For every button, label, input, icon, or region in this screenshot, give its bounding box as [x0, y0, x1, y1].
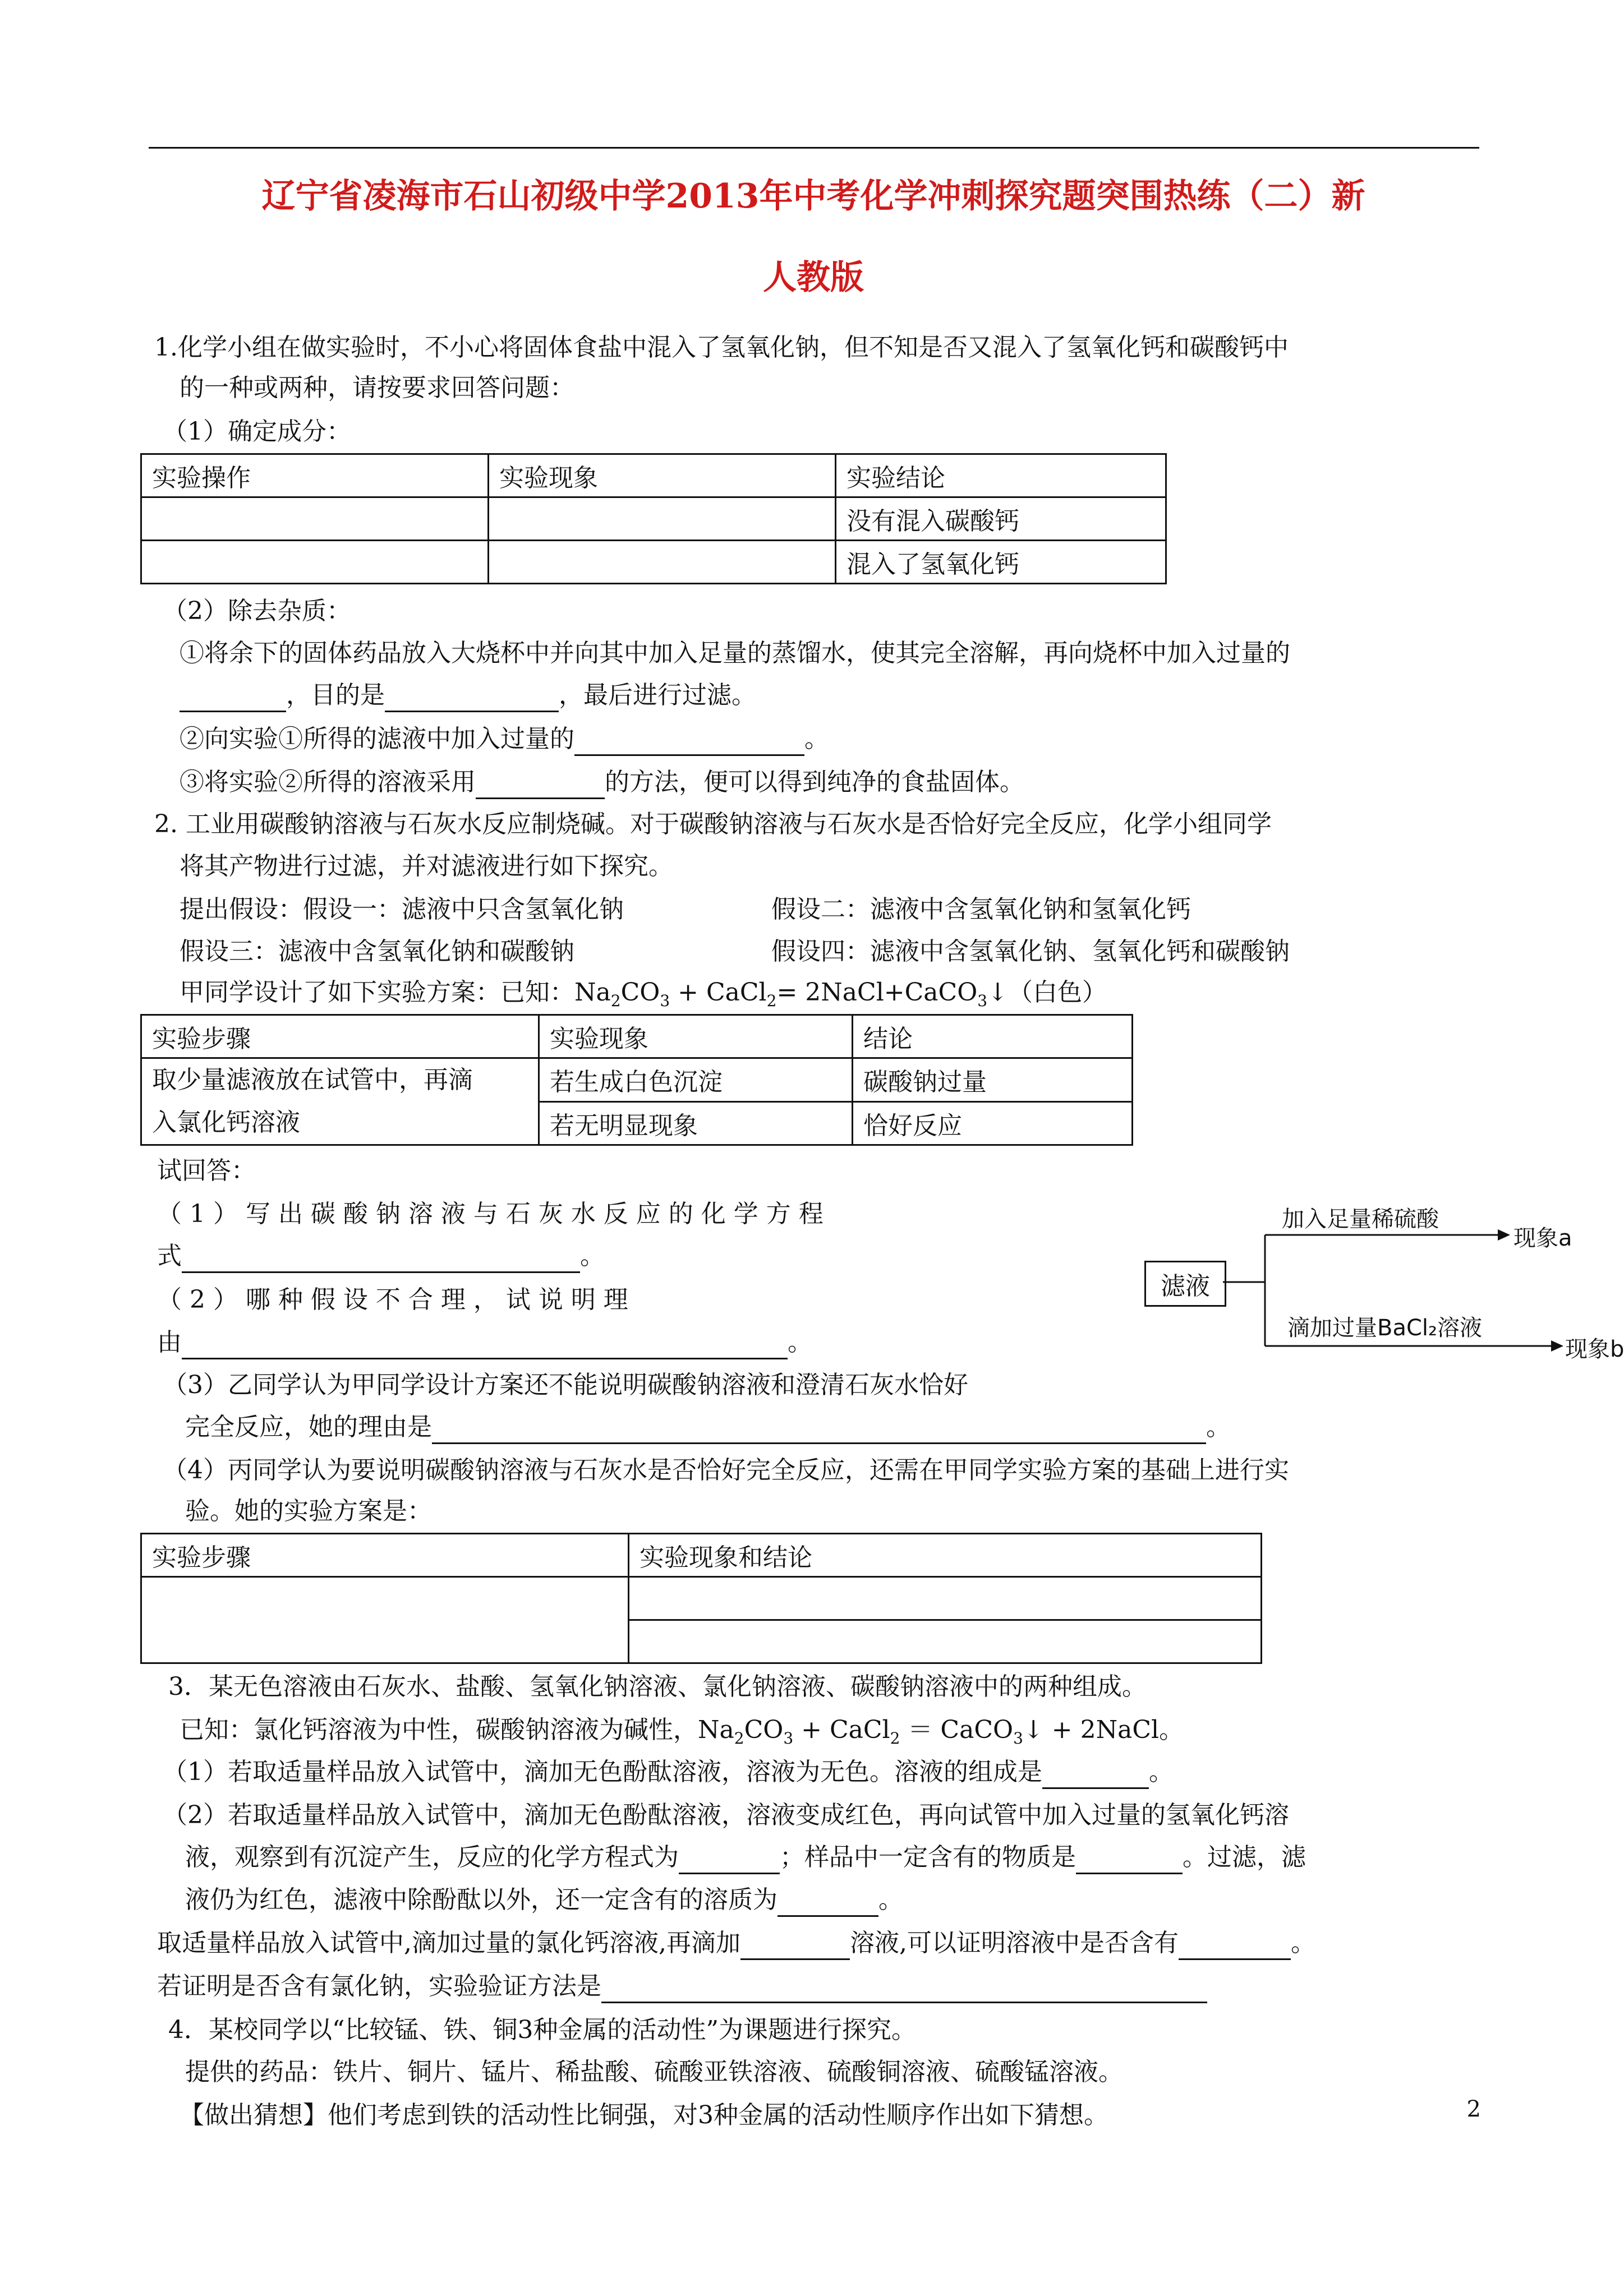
subscript: 3 — [660, 991, 670, 1010]
table-cell: 若无明显现象 — [539, 1101, 853, 1145]
text-fragment: 式 — [157, 1242, 182, 1270]
lower-branch-label: 滴加过量BaCl₂溶液 — [1287, 1315, 1483, 1341]
outcome-a-label: 现象a — [1513, 1225, 1572, 1251]
table-header-cell: 实验步骤 — [141, 1534, 629, 1577]
table-cell: 混入了氢氧化钙 — [836, 541, 1166, 584]
subscript: 3 — [977, 991, 988, 1010]
text-fragment: ②向实验①所得的滤液中加入过量的 — [180, 725, 574, 753]
answer-blank[interactable] — [574, 729, 804, 756]
text-fragment: 完全反应，她的理由是 — [185, 1413, 432, 1441]
table-cell[interactable] — [629, 1620, 1262, 1663]
upper-branch-label: 加入足量稀硫酸 — [1282, 1206, 1439, 1232]
subscript: 2 — [766, 991, 777, 1010]
table-cell[interactable] — [141, 1577, 629, 1663]
q1-step1-line1: ①将余下的固体药品放入大烧杯中并向其中加入足量的蒸馏水，使其完全溶解，再向烧杯中加入过量的 — [180, 639, 1290, 667]
table-header-cell: 实验步骤 — [141, 1015, 539, 1058]
text-fragment: CO — [620, 978, 660, 1007]
q1-step1-line2 — [180, 679, 756, 712]
text-fragment: 。 — [788, 1328, 812, 1357]
table-header-cell: 实验现象 — [539, 1015, 853, 1058]
table-header-cell: 实验操作 — [141, 454, 489, 497]
text-fragment: 。 — [1149, 1758, 1174, 1786]
table-header-row — [141, 1015, 1133, 1058]
q3-p2-line2 — [185, 1841, 1306, 1874]
q1-table — [140, 453, 1167, 584]
table-cell — [141, 1058, 539, 1145]
q3-p2-line3 — [185, 1883, 903, 1917]
table-row — [141, 1577, 1262, 1620]
q1-step3 — [180, 766, 1024, 799]
q3-p3 — [157, 1926, 1315, 1960]
answer-blank[interactable] — [182, 1246, 580, 1273]
q1-part2-label: （2）除去杂质： — [163, 597, 351, 625]
q3-p2-line1: （2）若取适量样品放入试管中，滴加无色酚酞溶液，溶液变成红色，再向试管中加入过量的氢氧化钙溶 — [163, 1801, 1289, 1829]
table-cell — [489, 497, 836, 541]
text-fragment: CO — [744, 1716, 784, 1744]
cell-line: 入氯化钙溶液 — [152, 1108, 300, 1137]
text-fragment: ③将实验②所得的溶液采用 — [180, 768, 476, 796]
q2-answer-label: 试回答： — [157, 1156, 256, 1185]
subscript: 2 — [610, 991, 621, 1010]
q2-a4-line1: （4）丙同学认为要说明碳酸钠溶液与石灰水是否恰好完全反应，还需在甲同学实验方案的基础上进行实 — [163, 1456, 1289, 1484]
table-cell — [141, 497, 489, 541]
text-fragment: 甲同学设计了如下实验方案：已知：Na — [180, 978, 611, 1007]
table-cell: 碳酸钠过量 — [853, 1058, 1133, 1102]
q2-a3-line2 — [185, 1410, 1231, 1444]
table-cell: 若生成白色沉淀 — [539, 1058, 853, 1102]
text-fragment: 。 — [580, 1242, 605, 1270]
table-cell — [141, 541, 489, 584]
document-title-line1: 辽宁省凌海市石山初级中学2013年中考化学冲刺探究题突围热练（二）新 — [261, 177, 1365, 216]
text-fragment: + CaCl — [793, 1716, 890, 1744]
text-fragment: （1）若取适量样品放入试管中，滴加无色酚酞溶液，溶液为无色。溶液的组成是 — [163, 1758, 1042, 1786]
answer-blank[interactable] — [740, 1933, 850, 1960]
text-fragment: 液仍为红色，滤液中除酚酞以外，还一定含有的溶质为 — [185, 1885, 778, 1914]
q2-a3-line1: （3）乙同学认为甲同学设计方案还不能说明碳酸钠溶液和澄清石灰水恰好 — [163, 1371, 968, 1399]
q4-drugs: 提供的药品：铁片、铜片、锰片、稀盐酸、硫酸亚铁溶液、硫酸铜溶液、硫酸锰溶液。 — [185, 2058, 1123, 2086]
text-fragment: 取适量样品放入试管中,滴加过量的氯化钙溶液,再滴加 — [157, 1929, 740, 1957]
q1-step2 — [180, 722, 829, 756]
text-fragment: 的方法，便可以得到纯净的食盐固体。 — [605, 768, 1024, 796]
q1-intro-line2: 的一种或两种，请按要求回答问题： — [180, 374, 574, 402]
text-fragment: = 2NaCl+CaCO — [776, 978, 978, 1007]
q3-p1 — [163, 1755, 1174, 1789]
answer-blank[interactable] — [385, 685, 559, 712]
q2-a4-line2: 验。她的实验方案是： — [185, 1497, 432, 1525]
q4-intro: 4．某校同学以“比较锰、铁、铜3种金属的活动性”为课题进行探究。 — [168, 2016, 916, 2044]
table-header-cell: 实验现象 — [489, 454, 836, 497]
text-fragment: 由 — [157, 1328, 182, 1357]
q4-guess: 【做出猜想】他们考虑到铁的活动性比铜强，对3种金属的活动性顺序作出如下猜想。 — [180, 2101, 1108, 2129]
q2-hypothesis-1: 提出假设：假设一：滤液中只含氢氧化钠 — [180, 895, 624, 924]
table-cell[interactable] — [629, 1577, 1262, 1620]
subscript: 3 — [1013, 1728, 1023, 1748]
text-fragment: ↓（白色） — [987, 978, 1107, 1007]
answer-blank[interactable] — [601, 1976, 1207, 2003]
answer-blank[interactable] — [182, 1332, 788, 1359]
answer-blank[interactable] — [1179, 1933, 1291, 1960]
document-title-line2: 人教版 — [763, 258, 864, 297]
q2-hypothesis-4: 假设四：滤液中含氢氧化钠、氢氧化钙和碳酸钠 — [771, 937, 1290, 966]
text-fragment: ＝ CaCO — [900, 1716, 1014, 1744]
text-fragment: ；样品中一定含有的物质是 — [780, 1843, 1076, 1871]
table-row — [141, 1058, 1133, 1102]
table-header-row — [141, 1534, 1262, 1577]
table-cell: 没有混入碳酸钙 — [836, 497, 1166, 541]
q2-a1-line1: （ 1 ） 写 出 碳 酸 钠 溶 液 与 石 灰 水 反 应 的 化 学 方 程 — [157, 1200, 823, 1228]
q2-a2-line2 — [157, 1326, 812, 1359]
text-fragment: + CaCl — [670, 978, 767, 1007]
subscript: 3 — [783, 1728, 794, 1748]
page-number: 2 — [1466, 2096, 1481, 2122]
q3-intro: 3．某无色溶液由石灰水、盐酸、氢氧化钠溶液、氯化钠溶液、碳酸钠溶液中的两种组成。 — [168, 1672, 1147, 1701]
q2-intro-line1: 2. 工业用碳酸钠溶液与石灰水反应制烧碱。对于碳酸钠溶液与石灰水是否恰好完全反应，化学小组同学 — [154, 810, 1272, 838]
q2-a2-line1: （ 2 ） 哪 种 假 设 不 合 理 ， 试 说 明 理 — [157, 1285, 628, 1314]
text-fragment: 。 — [878, 1885, 903, 1914]
q2-hypothesis-3: 假设三：滤液中含氢氧化钠和碳酸钠 — [180, 937, 574, 966]
text-fragment: ，目的是 — [286, 681, 385, 709]
text-fragment: 液，观察到有沉淀产生，反应的化学方程式为 — [185, 1843, 679, 1871]
q2-plan-equation — [180, 976, 1107, 1018]
answer-blank[interactable] — [476, 772, 605, 799]
table-cell: 恰好反应 — [853, 1101, 1133, 1145]
q2-table-2 — [140, 1533, 1262, 1664]
table-row — [141, 541, 1166, 584]
table-header-cell: 结论 — [853, 1015, 1133, 1058]
text-fragment: 。过滤，滤 — [1183, 1843, 1306, 1871]
text-fragment: 溶液,可以证明溶液中是否含有 — [849, 1929, 1179, 1957]
text-fragment: 。 — [1290, 1929, 1315, 1957]
cell-line: 取少量滤液放在试管中，再滴 — [152, 1066, 473, 1094]
subscript: 2 — [734, 1728, 744, 1748]
q2-hypothesis-2: 假设二：滤液中含氢氧化钠和氢氧化钙 — [771, 895, 1191, 924]
answer-blank[interactable] — [432, 1417, 1206, 1444]
q3-p4 — [157, 1970, 1207, 2003]
text-fragment: 已知：氯化钙溶液为中性，碳酸钠溶液为碱性，Na — [180, 1716, 734, 1744]
top-rule — [149, 147, 1479, 149]
q2-intro-line2: 将其产物进行过滤，并对滤液进行如下探究。 — [180, 852, 673, 880]
q1-part1-label: （1）确定成分： — [163, 417, 351, 446]
table-header-row — [141, 454, 1166, 497]
table-row — [141, 497, 1166, 541]
text-fragment: 。 — [1206, 1413, 1231, 1441]
text-fragment: 。 — [804, 725, 829, 753]
answer-blank[interactable] — [180, 685, 286, 712]
answer-blank[interactable] — [1076, 1847, 1183, 1874]
table-header-cell: 实验结论 — [836, 454, 1166, 497]
text-fragment: ，最后进行过滤。 — [559, 681, 756, 709]
text-fragment: ↓ + 2NaCl。 — [1023, 1716, 1184, 1744]
answer-blank[interactable] — [679, 1847, 780, 1874]
q2-a1-line2 — [157, 1239, 605, 1273]
outcome-b-label: 现象b — [1565, 1336, 1624, 1362]
answer-blank[interactable] — [1042, 1762, 1149, 1789]
text-fragment: 若证明是否含有氯化钠，实验验证方法是 — [157, 1972, 601, 2000]
filtrate-flow-diagram — [1139, 1183, 1624, 1368]
answer-blank[interactable] — [778, 1889, 878, 1917]
table-cell — [489, 541, 836, 584]
q1-intro-line1: 1.化学小组在做实验时，不小心将固体食盐中混入了氢氧化钠，但不知是否又混入了氢氧化钙和碳酸钙中 — [154, 333, 1289, 362]
subscript: 2 — [890, 1728, 900, 1748]
table-header-cell: 实验现象和结论 — [629, 1534, 1262, 1577]
q3-known — [180, 1713, 1184, 1755]
filtrate-box: 滤液 — [1144, 1261, 1226, 1307]
q2-table — [140, 1014, 1133, 1146]
